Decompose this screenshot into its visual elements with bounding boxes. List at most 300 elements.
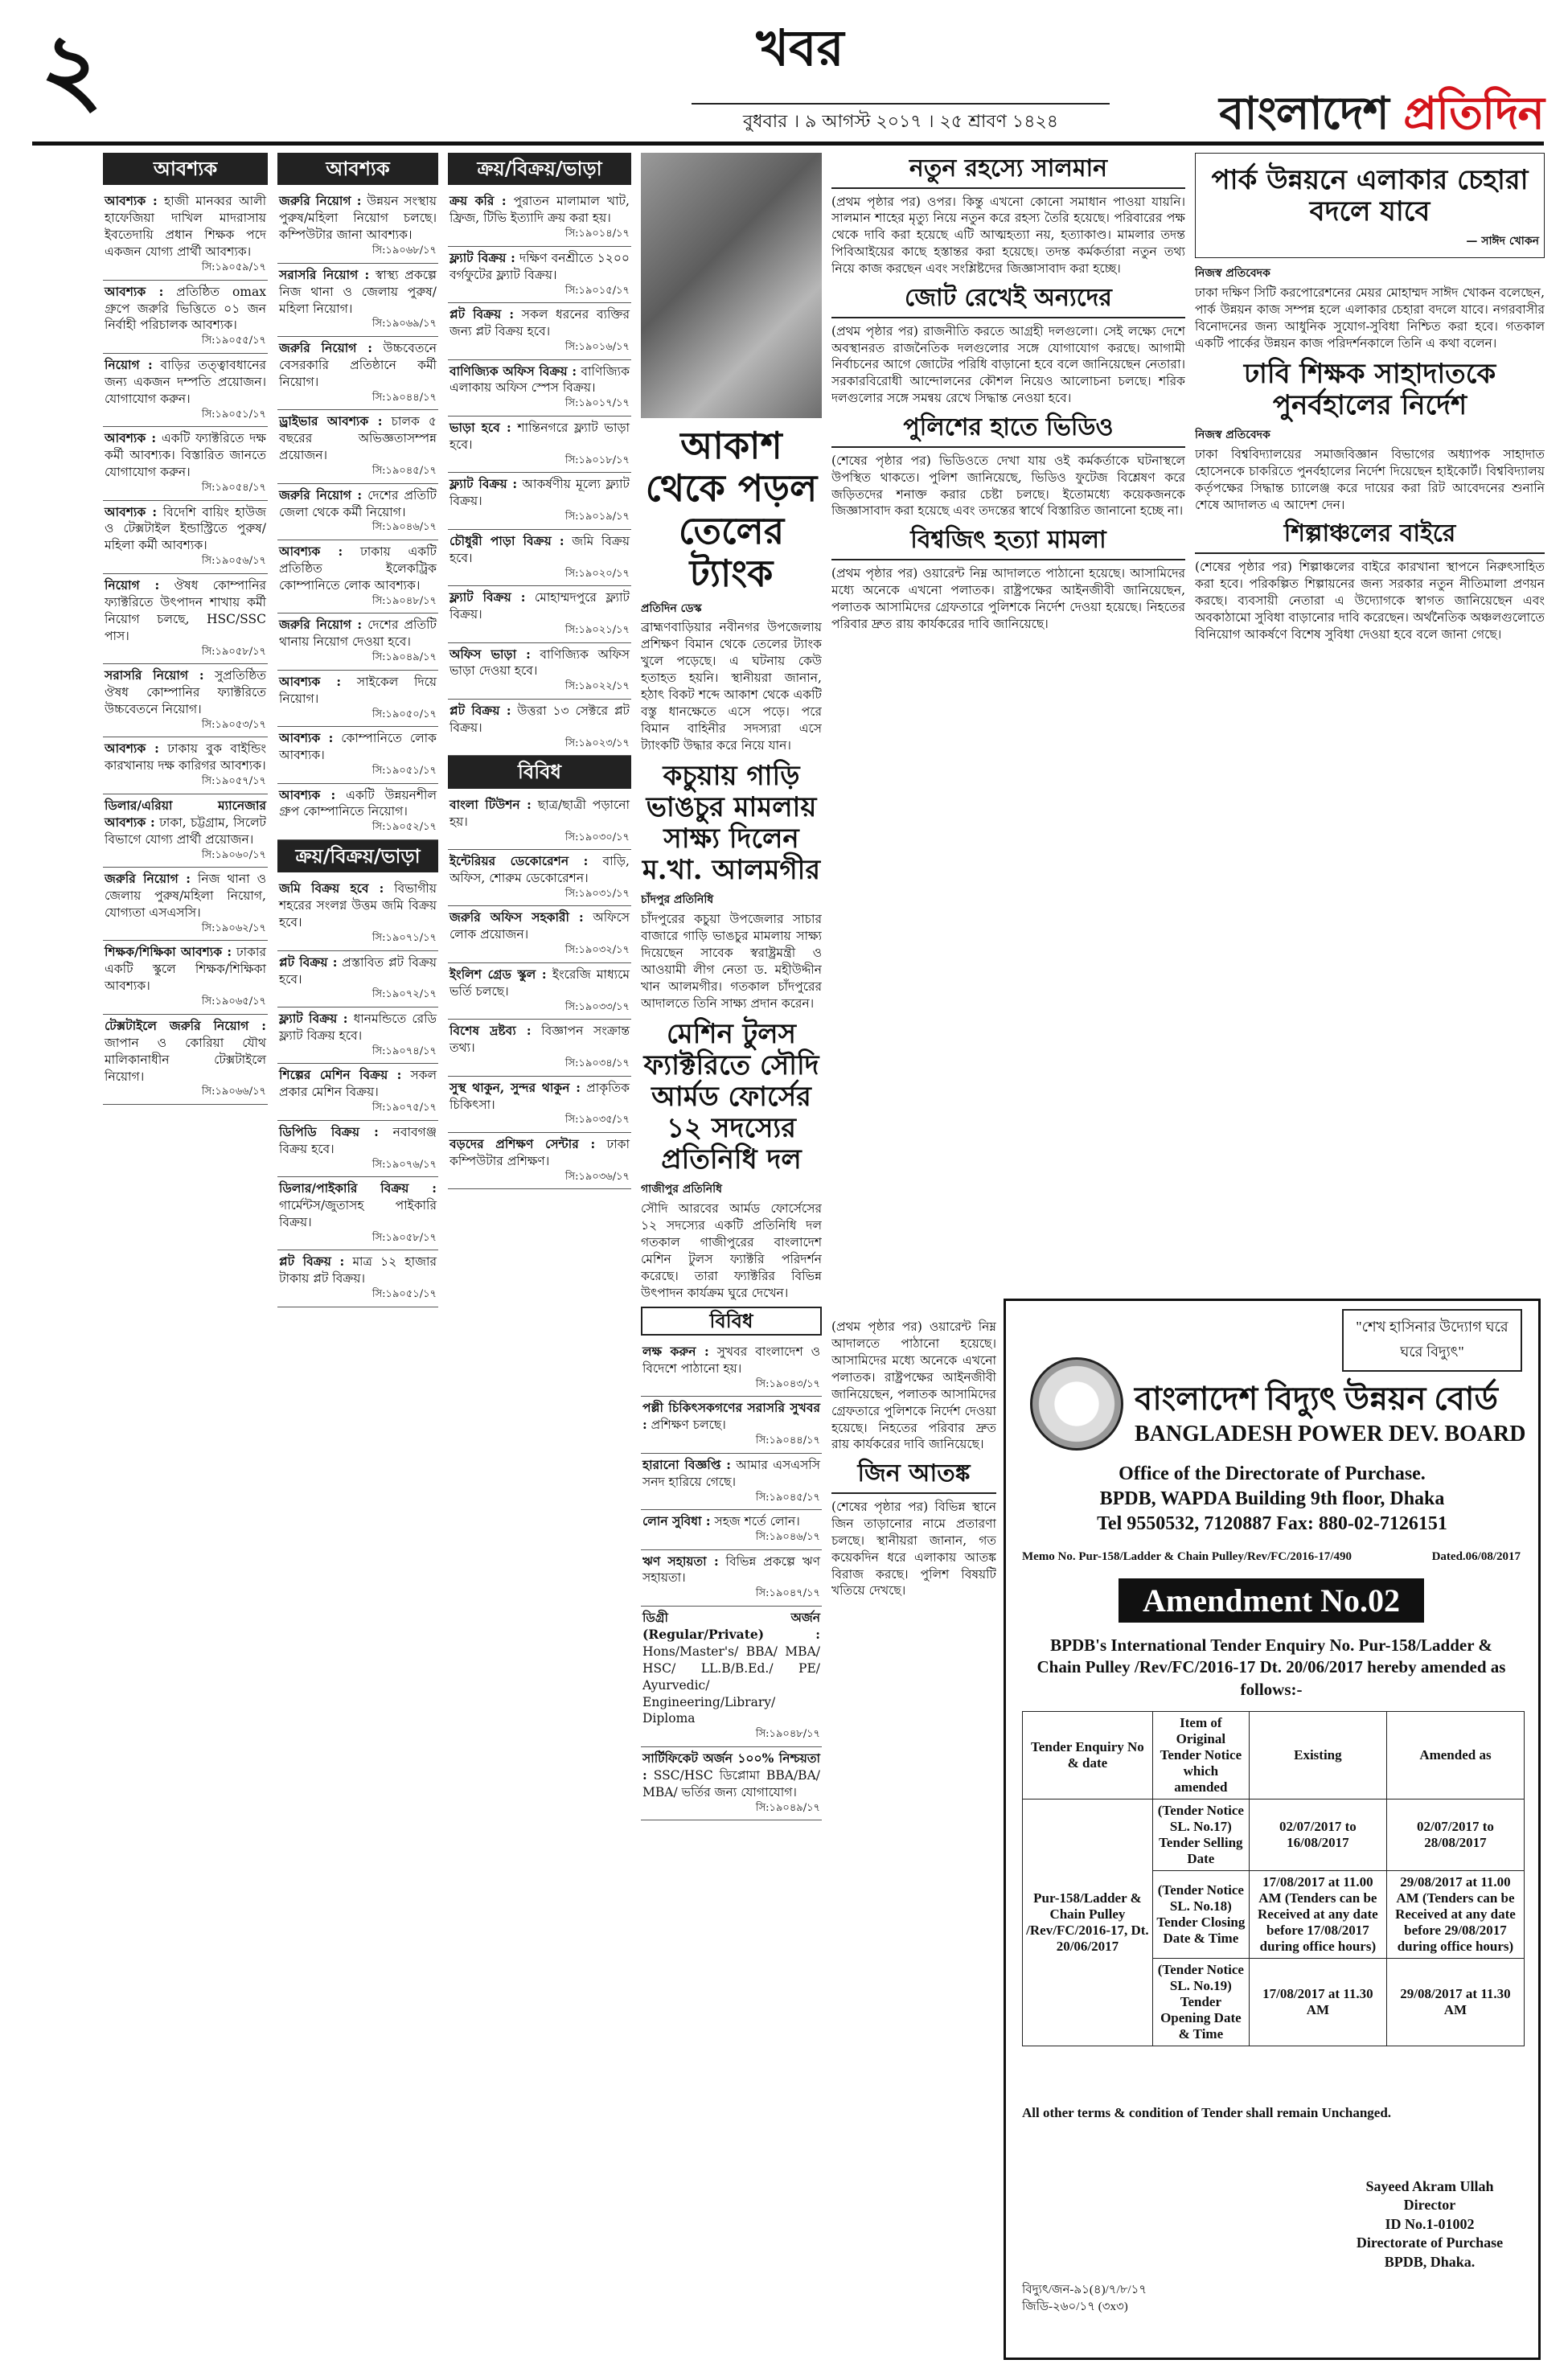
ad-text: বাণিজ্যিক অফিস ভাড়া দেওয়া হবে। <box>449 646 630 679</box>
ad-title: জরুরি নিয়োগ : <box>279 340 373 356</box>
classified-ad[interactable] <box>277 1121 438 1177</box>
ad-title: জরুরি অফিস সহকারী : <box>449 909 584 925</box>
ad-text: ঢাকা, চট্টগ্রাম, সিলেট বিভাগে যোগ্য প্রার্থী প্রয়োজন। <box>105 815 266 847</box>
ad-code: সি:১৯০৩৫/১৭ <box>564 1114 630 1126</box>
ad-text: ইংরেজি মাধ্যমে ভর্তি চলছে। <box>449 966 630 999</box>
signer-org: BPDB, Dhaka. <box>1384 2253 1476 2270</box>
classified-ad[interactable] <box>277 540 438 614</box>
signature-block <box>1341 2177 1518 2271</box>
headline-bishwajit[interactable]: বিশ্বজিৎ হত্যা মামলা <box>831 524 1185 560</box>
ad-code: সি:১৯০৪৪/১৭ <box>755 1434 820 1447</box>
ad-title: আবশ্যক : <box>105 193 158 209</box>
reference-code: বিদ্যুৎ/জন-৯১(৪)/৭/৮/১৭ <box>1022 2284 1147 2296</box>
ad-title: চৌধুরী পাড়া বিক্রয় : <box>449 532 564 548</box>
byline: নিজস্ব প্রতিবেদক <box>1195 428 1270 441</box>
org-name-bangla: বাংলাদেশ বিদ্যুৎ উন্নয়ন বোর্ড <box>1135 1381 1498 1417</box>
masthead-rule <box>32 142 1544 146</box>
ad-code: সি:১৯০২২/১৭ <box>564 680 630 693</box>
classified-list <box>641 1340 822 1820</box>
byline: চাঁদপুর প্রতিনিধি <box>641 893 714 907</box>
park-story-box <box>1195 153 1545 258</box>
ad-text: বিভাগীয় শহরের সংলগ্ন উত্তম জমি বিক্রয় হবে। <box>279 881 437 930</box>
ad-title: জরুরি নিয়োগ : <box>279 486 363 503</box>
story-text: (প্রথম পৃষ্ঠার পর) ওপর। কিন্তু এখনো কোনো সমাধান পাওয়া যায়নি। সালমান শাহের মৃত্যু নিয়ে নতুন করে রহস্য তৈরি হয়েছে। পরিবারের পক্ষ থেকে দাবি করা হয়েছে এটি আত্মহত্যা নয়, হত্যাকাণ্ড। মামলার তদন্ত পিবিআইয়ের কাছে হস্তান্তর করা হয়েছে। তদন্ত কর্মকর্তারা নতুন তথ্য নিয়ে কাজ করছেন এবং সংশ্লিষ্টদের জিজ্ঞাসাবাদ করা হচ্ছে। <box>831 194 1185 277</box>
ad-text: অফিসে লোক প্রয়োজন। <box>449 910 630 942</box>
byline: প্রতিদিন ডেস্ক <box>641 601 702 615</box>
item-cell: (Tender Notice SL. No.17) Tender Selling Date <box>1152 1800 1249 1871</box>
ad-text: শান্তিনগরে ফ্ল্যাট ভাড়া হবে। <box>449 420 630 452</box>
ad-text: ঔষধ কোম্পানির ফ্যাক্টরিতে উৎপাদন শাখায় কর্মী নিয়োগ চলছে, HSC/SSC পাস। <box>105 577 266 643</box>
classified-ad[interactable] <box>641 1607 822 1747</box>
ad-title: আবশ্যক : <box>105 283 164 299</box>
ad-text: উত্তরা ১৩ সেক্টরে প্লট বিক্রয়। <box>449 703 630 735</box>
office-line: Office of the Directorate of Purchase. <box>1119 1463 1426 1484</box>
ad-title: সুস্থ থাকুন, সুন্দর থাকুন : <box>449 1079 581 1095</box>
ad-code: সি:১৯০৫৯/১৭ <box>201 261 266 274</box>
ad-title: বাণিজ্যিক অফিস বিক্রয় : <box>449 363 577 379</box>
ad-text: কোম্পানিতে লোক আবশ্যক। <box>279 731 437 763</box>
ad-text: বিভিন্ন প্রকল্পে ঋণ সহায়তা। <box>642 1553 820 1586</box>
ad-code: সি:১৯০৫৮/১৭ <box>371 1231 437 1244</box>
classified-ad[interactable] <box>103 501 268 574</box>
ad-text: দেশের প্রতিটি জেলা থেকে কর্মী নিয়োগ। <box>279 487 437 519</box>
ad-code: সি:১৯০৪৬/১৭ <box>755 1531 820 1543</box>
ad-code: সি:১৯০১৫/১৭ <box>564 284 630 297</box>
logo-part-1: বাংলাদেশ <box>1219 88 1404 140</box>
signer-office: Directorate of Purchase <box>1356 2235 1504 2251</box>
classified-ad[interactable] <box>277 264 438 337</box>
ad-code: সি:১৯০১৯/১৭ <box>564 511 630 523</box>
ad-title: জরুরি নিয়োগ : <box>105 871 191 887</box>
ad-code: সি:১৯০৭২/১৭ <box>371 988 437 1001</box>
ad-code: সি:১৯০১৪/১৭ <box>564 228 630 240</box>
classified-ad[interactable] <box>448 700 631 756</box>
classified-ad[interactable] <box>448 1020 631 1076</box>
ad-code: সি:১৯০৫০/১৭ <box>371 708 437 720</box>
story-text: ঢাকা দক্ষিণ সিটি করপোরেশনের মেয়র মোহাম্মদ সাঈদ খোকন বলেছেন, পার্ক উন্নয়ন কাজ সম্পন্ন হলে এলাকার চেহারা বদলে যাবে। নগরবাসীর বিনোদনের জন্য আধুনিক সুযোগ-সুবিধা নিশ্চিত করা হবে। গতকাল একটি পার্কের উন্নয়ন কাজ পরিদর্শনকালে তিনি এ কথা বলেন। <box>1195 285 1545 351</box>
classified-ad[interactable] <box>641 1747 822 1820</box>
amendment-intro: BPDB's International Tender Enquiry No. Pur-158/Ladder & Chain Pulley /Rev/FC/2016-17 Dt. 20/06/2017 hereby amended as follows:- <box>1036 1635 1506 1699</box>
amendment-table <box>1022 1711 1525 2046</box>
ad-code: সি:১৯০৫৮/১৭ <box>201 645 266 658</box>
ad-code: সি:১৯০২০/১৭ <box>564 567 630 580</box>
signer-name: Sayeed Akram Ullah <box>1365 2178 1494 2194</box>
headline-teacher[interactable]: ঢাবি শিক্ষক সাহাদাতকে পুনর্বহালের নির্দেশ <box>1243 357 1496 421</box>
continuation-column-1 <box>831 153 1185 1311</box>
ad-text: স্বাস্থ্য প্রকল্পে নিজ থানা ও জেলায় পুরুষ/মহিলা নিয়োগ। <box>279 267 437 316</box>
classified-ad[interactable] <box>448 473 631 529</box>
classified-list <box>448 794 631 1190</box>
classified-ad[interactable] <box>277 410 438 483</box>
ad-code: সি:১৯০৫১/১৭ <box>371 1288 437 1301</box>
classified-ad[interactable] <box>103 190 268 280</box>
classified-ad[interactable] <box>103 941 268 1014</box>
table-row <box>1023 1800 1525 1871</box>
classified-ad[interactable] <box>277 727 438 783</box>
memo-number: Memo No. Pur-158/Ladder & Chain Pulley/Rev/FC/2016-17/490 <box>1022 1550 1352 1563</box>
headline-jinn[interactable]: জিন আতঙ্ক <box>831 1458 996 1494</box>
existing-cell: 02/07/2017 to 16/08/2017 <box>1249 1800 1386 1871</box>
classified-ad[interactable] <box>448 586 631 642</box>
ad-text: দক্ষিণ বনশ্রীতে ১২০০ বর্গফুটের ফ্ল্যাট বিক্রয়। <box>449 250 630 282</box>
headline-machine-tools[interactable]: মেশিন টুলস ফ্যাক্টরিতে সৌদি আর্মড ফোর্সের ১২ সদস্যের প্রতিনিধি দল <box>643 1017 819 1176</box>
ad-text: পুরাতন মালামাল খাট, ফ্রিজ, টিভি ইত্যাদি ক্রয় করা হয়। <box>449 194 630 226</box>
ad-title: বাংলা টিউশন : <box>449 796 532 812</box>
classified-ad[interactable] <box>448 794 631 850</box>
classified-ad[interactable] <box>277 1177 438 1250</box>
ad-text: চালক ৫ বছরের অভিজ্ঞতাসম্পন্ন প্রয়োজন। <box>279 414 437 463</box>
ad-text: সকল প্রকার মেশিন বিক্রয়। <box>279 1068 437 1100</box>
ad-text: সাইকেল দিয়ে নিয়োগ। <box>279 674 437 706</box>
org-name-english: BANGLADESH POWER DEV. BOARD <box>1135 1422 1526 1447</box>
ad-code: সি:১৯০৩২/১৭ <box>564 944 630 957</box>
ad-text: বাড়ি, অফিস, শোরুম ডেকোরেশন। <box>449 854 630 885</box>
ad-text: প্রতিষ্ঠিত omax গ্রুপে জরুরি ভিত্তিতে ০১ জন নির্বাহী পরিচালক আবশ্যক। <box>105 284 266 333</box>
classified-ad[interactable] <box>448 643 631 700</box>
classified-ad[interactable] <box>277 671 438 727</box>
ad-code: সি:১৯০৬২/১৭ <box>201 921 266 934</box>
masthead <box>32 12 1544 140</box>
ad-code: সি:১৯০২৩/১৭ <box>564 737 630 749</box>
ad-text: হাজী মানব্বর আলী হাফেজিয়া দাখিল মাদরাসায় ইবতেদায়ি প্রধান শিক্ষক পদে একজন যোগ্য প্রার্থী আবশ্যক। <box>105 194 267 260</box>
classified-ad[interactable] <box>103 1015 268 1105</box>
ad-title: ফ্ল্যাট বিক্রয় : <box>279 1011 348 1026</box>
ad-code: সি:১৯০৭৫/১৭ <box>371 1102 437 1114</box>
classifieds-column-2 <box>277 153 438 2356</box>
ad-text: উচ্চবেতনে বেসরকারি প্রতিষ্ঠানে কর্মী নিয়োগ। <box>279 341 437 389</box>
ad-text: Hons/Master's/ BBA/ MBA/ HSC/ LL.B/B.Ed./ PE/ Ayurvedic/ Engineering/Library/ Diploma <box>642 1644 820 1726</box>
item-cell: (Tender Notice SL. No.18) Tender Closing Date & Time <box>1152 1871 1249 1959</box>
amended-cell: 29/08/2017 at 11.30 AM <box>1386 1959 1524 2046</box>
ad-text: বাণিজ্যিক এলাকায় অফিস স্পেস বিক্রয়। <box>449 363 630 396</box>
classified-list <box>448 190 631 756</box>
ad-title: আবশ্যক : <box>105 741 159 757</box>
ad-title: প্লট বিক্রয় : <box>279 954 338 970</box>
ad-text: ঢাকা কম্পিউটার প্রশিক্ষণ। <box>449 1137 630 1168</box>
classified-section-header: ক্রয়/বিক্রয়/ভাড়া <box>448 153 631 185</box>
story-text: ঢাকা বিশ্ববিদ্যালয়ের সমাজবিজ্ঞান বিভাগের অধ্যাপক সাহাদাত হোসেনকে চাকরিতে পুনর্বহালের নির্দেশ দিয়েছেন হাইকোর্ট। বিশ্ববিদ্যালয় কর্তৃপক্ষের সিদ্ধান্ত চ্যালেঞ্জ করে দায়ের করা রিট আবেদনের শুনানি শেষে আদালত এ আদেশ দেন। <box>1195 446 1545 512</box>
office-address <box>1006 1462 1538 1537</box>
ad-title: অফিস ভাড়া : <box>449 646 531 662</box>
classified-ad[interactable] <box>103 737 268 794</box>
ad-text: প্রস্তাবিত প্লট বিক্রয় হবে। <box>279 954 437 987</box>
table-header-cell: Item of Original Tender Notice which amended <box>1152 1712 1249 1800</box>
ad-title: প্লট বিক্রয় : <box>449 306 515 322</box>
ad-text: জমি বিক্রয় হবে। <box>449 533 630 565</box>
classified-ad[interactable] <box>277 1250 438 1307</box>
ad-text: নবাবগঞ্জ বিক্রয় হবে। <box>279 1124 437 1156</box>
table-header-cell: Existing <box>1249 1712 1386 1800</box>
ad-code: সি:১৯০৪৯/১৭ <box>755 1801 820 1814</box>
headline-car-vandalism[interactable]: কচুয়ায় গাড়ি ভাঙচুর মামলায় সাক্ষ্য দিলেন ম.খা. আলমগীর <box>642 759 821 887</box>
classified-ad[interactable] <box>641 1510 822 1549</box>
amended-cell: 29/08/2017 at 11.00 AM (Tenders can be Received at any date before 29/08/2017 during office hours) <box>1386 1871 1524 1959</box>
classified-list <box>277 877 438 1307</box>
signer-id: ID No.1-01002 <box>1385 2215 1475 2232</box>
quote-author: — সাঈদ খোকন <box>1466 235 1539 248</box>
byline: নিজস্ব প্রতিবেদক <box>1195 267 1270 281</box>
story-text: সৌদি আরবের আর্মড ফোর্সেসের ১২ সদস্যের একটি প্রতিনিধি দল গতকাল গাজীপুরের বাংলাদেশ মেশিন টুলস ফ্যাক্টরি পরিদর্শন করেছে। তারা ফ্যাক্টরির বিভিন্ন উৎপাদন কার্যক্রম ঘুরে দেখেন। <box>641 1200 822 1300</box>
headline-industry[interactable]: শিল্পাঞ্চলের বাইরে <box>1195 518 1545 554</box>
classified-ad[interactable] <box>448 190 631 246</box>
office-line: BPDB, WAPDA Building 9th floor, Dhaka <box>1099 1488 1445 1510</box>
classified-ad[interactable] <box>103 281 268 354</box>
ad-code: সি:১৯০৫১/১৭ <box>201 408 266 421</box>
amended-cell: 02/07/2017 to 28/08/2017 <box>1386 1800 1524 1871</box>
classified-section-header: আবশ্যক <box>103 153 268 185</box>
ad-text: একটি ফ্যাক্টরিতে দক্ষ কর্মী আবশ্যক। বিস্তারিত জানতে যোগাযোগ করুন। <box>105 431 266 480</box>
existing-cell: 17/08/2017 at 11.30 AM <box>1249 1959 1386 2046</box>
ad-title: আবশ্যক : <box>279 544 343 560</box>
ad-text: প্রশিক্ষণ চলছে। <box>651 1418 726 1433</box>
ad-code: সি:১৯০৪৭/১৭ <box>755 1587 820 1600</box>
story-text: (শেষের পৃষ্ঠার পর) ভিডিওতে দেখা যায় ওই কর্মকর্তাকে ঘটনাস্থলে উপস্থিত থাকতে। পুলিশ জানিয়েছে, ভিডিও ফুটেজ বিশ্লেষণ করে জড়িতদের শনাক্ত করার চেষ্টা চলছে। ইতোমধ্যে কয়েকজনকে জিজ্ঞাসাবাদ করা হয়েছে এবং তদন্তের স্বার্থে বিস্তারিত জানানো হচ্ছে না। <box>831 453 1185 519</box>
classified-ad[interactable] <box>103 664 268 737</box>
classified-section-header: ক্রয়/বিক্রয়/ভাড়া <box>277 840 438 872</box>
headline-police-video[interactable]: পুলিশের হাতে ভিডিও <box>831 412 1185 448</box>
classified-section-header: বিবিধ <box>641 1307 822 1336</box>
ad-text: প্রাকৃতিক চিকিৎসা। <box>449 1080 630 1112</box>
ad-code: সি:১৯০৪৫/১৭ <box>755 1491 820 1504</box>
ad-code: সি:১৯০৬৬/১৭ <box>201 1085 266 1098</box>
enquiry-cell: Pur-158/Ladder & Chain Pulley /Rev/FC/2016-17, Dt. 20/06/2017 <box>1023 1800 1153 2046</box>
ad-code: সি:১৯০১৭/১৭ <box>564 397 630 410</box>
ad-title: নিয়োগ : <box>105 577 160 593</box>
ad-title: সরাসরি নিয়োগ : <box>105 667 204 683</box>
ad-title: ঋণ সহায়তা : <box>642 1553 719 1569</box>
classified-ad[interactable] <box>277 951 438 1007</box>
ad-code: সি:১৯০৬০/১৭ <box>201 848 266 861</box>
ad-title: ডিপিডি বিক্রয় : <box>279 1123 379 1139</box>
classified-ad[interactable] <box>277 877 438 950</box>
ad-text: দেশের প্রতিটি থানায় নিয়োগ দেওয়া হবে। <box>279 618 437 650</box>
classified-ad[interactable] <box>448 850 631 906</box>
reference-code: জিডি-২৬০/১৭ (৩x৩) <box>1022 2300 1128 2313</box>
classified-ad[interactable] <box>103 574 268 664</box>
ad-code: সি:১৯০৭৪/১৭ <box>371 1044 437 1057</box>
ad-title: সরাসরি নিয়োগ : <box>279 266 370 282</box>
classified-ad[interactable] <box>448 247 631 303</box>
classified-ad[interactable] <box>448 530 631 586</box>
reference-codes <box>1022 2282 1147 2316</box>
amendment-title: Amendment No.02 <box>1119 1578 1424 1623</box>
ad-title: জরুরি নিয়োগ : <box>279 193 362 209</box>
ad-text: নিজ থানা ও জেলায় পুরুষ/মহিলা নিয়োগ, যোগ্যতা এসএসসি। <box>105 872 266 920</box>
ad-title: ডিলার/পাইকারি বিক্রয় : <box>279 1180 437 1196</box>
table-header-cell: Tender Enquiry No & date <box>1023 1712 1153 1800</box>
classified-ad[interactable] <box>641 1454 822 1510</box>
ad-title: আবশ্যক : <box>279 786 336 802</box>
news-column-left <box>641 153 822 2356</box>
headline-salman[interactable]: নতুন রহস্যে সালমান <box>831 153 1185 189</box>
ad-title: শিল্পের মেশিন বিক্রয় : <box>279 1067 402 1083</box>
ad-text: ঢাকায় একটি প্রতিষ্ঠিত ইলেকট্রিক কোম্পানিতে লোক আবশ্যক। <box>279 544 437 593</box>
classified-ad[interactable] <box>277 1007 438 1064</box>
ad-text: জাপান ও কোরিয়া যৌথ মালিকানাধীন টেক্সটাইলে নিয়োগ। <box>105 1035 266 1084</box>
ad-title: নিয়োগ : <box>105 356 153 372</box>
ad-title: ড্রাইভার আবশ্যক : <box>279 413 383 429</box>
ad-code: সি:১৯০৫৪/১৭ <box>201 482 266 495</box>
signer-title: Director <box>1403 2197 1456 2214</box>
ad-title: বিশেষ দ্রষ্টব্য : <box>449 1023 532 1039</box>
ad-title: আবশ্যক : <box>279 673 342 689</box>
ad-code: সি:১৯০১৮/১৭ <box>564 453 630 466</box>
ad-text: মোহাম্মদপুরে ফ্ল্যাট বিক্রয়। <box>449 590 630 622</box>
table-header-row <box>1023 1712 1525 1800</box>
ad-code: সি:১৯০৪৬/১৭ <box>371 521 437 534</box>
byline: গাজীপুর প্রতিনিধি <box>641 1183 723 1196</box>
ad-code: সি:১৯০৭১/১৭ <box>371 932 437 945</box>
ad-title: আবশ্যক : <box>105 503 158 519</box>
ad-code: সি:১৯০৪৩/১৭ <box>755 1377 820 1390</box>
page-number: ২ <box>40 12 104 125</box>
ad-title: প্লট বিক্রয় : <box>279 1254 345 1270</box>
ad-title: ক্রয় করি : <box>449 193 507 209</box>
classified-ad[interactable] <box>448 963 631 1020</box>
ad-title: হারানো বিজ্ঞপ্তি : <box>642 1456 731 1472</box>
table-header-cell: Amended as <box>1386 1712 1524 1800</box>
classified-ad[interactable] <box>448 417 631 473</box>
ad-text: মাত্র ১২ হাজার টাকায় প্লট বিক্রয়। <box>279 1254 437 1287</box>
ad-title: ডিলার/এরিয়া ম্যানেজার আবশ্যক : <box>105 797 266 830</box>
ad-text: ছাত্র/ছাত্রী পড়ানো হয়। <box>449 797 630 829</box>
story-text: (প্রথম পৃষ্ঠার পর) রাজনীতি করতে আগ্রহী দলগুলো। সেই লক্ষ্যে দেশে অবস্থানরত রাজনৈতিক দলগুলোর সঙ্গে যোগাযোগ করছে। আগামী নির্বাচনের আগে জোটের পরিধি বাড়ানো হবে বলে জানিয়েছেন নেতারা। সরকারবিরোধী আন্দোলনের কৌশল নিয়েও আলোচনা চলছে। শরিক দলগুলোর সঙ্গে সমন্বয় রেখে সিদ্ধান্ত নেওয়া হবে। <box>831 323 1185 406</box>
classified-ad[interactable] <box>277 614 438 670</box>
story-text: (প্রথম পৃষ্ঠার পর) ওয়ারেন্ট নিম্ন আদালতে পাঠানো হয়েছে। আসামিদের মধ্যে অনেকে এখনো পলাতক। রাষ্ট্রপক্ষের আইনজীবী জানিয়েছেন, পলাতক আসামিদের গ্রেফতারে পুলিশকে নির্দেশ দেওয়া হয়েছে। নিহতের পরিবার দ্রুত রায় কার্যকরের দাবি জানিয়েছে। <box>831 565 1185 631</box>
ad-code: সি:১৯০৬৫/১৭ <box>201 995 266 1008</box>
classified-section-header: আবশ্যক <box>277 153 438 185</box>
ad-title: জরুরি নিয়োগ : <box>279 617 363 633</box>
classified-ad[interactable] <box>277 337 438 410</box>
classified-section-header: বিবিধ <box>448 756 631 788</box>
slogan-box: "শেখ হাসিনার উদ্যোগ ঘরে ঘরে বিদ্যুৎ" <box>1342 1309 1522 1372</box>
ad-code: সি:১৯০২১/১৭ <box>564 623 630 636</box>
classified-ad[interactable] <box>277 190 438 263</box>
ad-title: জমি বিক্রয় হবে : <box>279 880 384 897</box>
ad-text: সুপ্রতিষ্ঠিত ঔষধ কোম্পানির ফ্যাক্টরিতে উচ্চবেতনে নিয়োগ। <box>105 668 266 716</box>
classified-ad[interactable] <box>448 360 631 417</box>
classified-ad[interactable] <box>277 1064 438 1120</box>
ad-code: সি:১৯০৩৩/১৭ <box>564 1000 630 1013</box>
ad-code: সি:১৯০৪৮/১৭ <box>755 1728 820 1741</box>
ad-code: সি:১৯০৫১/১৭ <box>371 764 437 777</box>
ad-code: সি:১৯০৪৮/১৭ <box>371 594 437 607</box>
ad-text: সকল ধরনের ব্যক্তির জন্য প্লট বিক্রয় হবে। <box>449 307 630 339</box>
bpdb-emblem-icon <box>1030 1357 1123 1451</box>
ad-code: সি:১৯০৩৬/১৭ <box>564 1170 630 1183</box>
ad-title: পল্লী চিকিৎসকগণের সরাসরি সুখবর : <box>642 1400 820 1433</box>
ad-title: ফ্ল্যাট বিক্রয় : <box>449 589 526 605</box>
ad-text: আমার এসএসসি সনদ হারিয়ে গেছে। <box>642 1457 820 1489</box>
classified-ad[interactable] <box>103 427 268 500</box>
tender-footer: All other terms & condition of Tender shall remain Unchanged. <box>1022 2105 1392 2120</box>
story-text: (প্রথম পৃষ্ঠার পর) ওয়ারেন্ট নিম্ন আদালতে পাঠানো হয়েছে। আসামিদের মধ্যে অনেকে এখনো পলাতক। রাষ্ট্রপক্ষের আইনজীবী জানিয়েছেন, পলাতক আসামিদের গ্রেফতারে পুলিশকে নির্দেশ দেওয়া হয়েছে। নিহতের পরিবার দ্রুত রায় কার্যকরের দাবি জানিয়েছে। <box>831 1319 996 1452</box>
ad-title: ভাড়া হবে : <box>449 419 511 435</box>
ad-text: একটি উন্নয়নশীল গ্রুপ কোম্পানিতে নিয়োগ। <box>279 787 437 819</box>
headline-tanker[interactable]: আকাশ থেকে পড়ল তেলের ট্যাংক <box>645 424 818 595</box>
classified-ad[interactable] <box>277 484 438 540</box>
ad-text: উন্নয়ন সংস্থায় পুরুষ/মহিলা নিয়োগ চলছে। কম্পিউটার জানা আবশ্যক। <box>279 194 437 243</box>
classified-ad[interactable] <box>641 1550 822 1607</box>
ad-title: প্লট বিক্রয় : <box>449 702 511 718</box>
ad-text: সুখবর বাংলাদেশ ও বিদেশে পাঠানো হয়। <box>642 1344 820 1376</box>
ad-title: আবশ্যক : <box>105 430 157 446</box>
continuation-column-3 <box>831 1319 996 2356</box>
ad-title: আবশ্যক : <box>279 730 334 746</box>
ad-title: টেক্সটাইলে জরুরি নিয়োগ : <box>105 1017 266 1033</box>
ad-title: ফ্ল্যাট বিক্রয় : <box>449 476 518 492</box>
classified-list <box>277 190 438 840</box>
classified-ad[interactable] <box>103 868 268 941</box>
headline-park[interactable]: পার্ক উন্নয়নে এলাকার চেহারা বদলে যাবে <box>1211 164 1529 228</box>
ad-code: সি:১৯০৬৯/১৭ <box>371 318 437 330</box>
ad-code: সি:১৯০৫৩/১৭ <box>201 718 266 731</box>
memo-line <box>1022 1550 1521 1564</box>
ad-code: সি:১৯০৪৪/১৭ <box>371 391 437 404</box>
ad-text: ঢাকায় বুক বাইন্ডিং কারখানায় দক্ষ কারিগর আবশ্যক। <box>105 741 266 774</box>
ad-text: গার্মেন্টস/জুতাসহ পাইকারি বিক্রয়। <box>279 1198 437 1230</box>
classified-ad[interactable] <box>277 784 438 840</box>
ad-code: সি:১৯০৬৮/১৭ <box>371 244 437 257</box>
ad-code: সি:১৯০৭৬/১৭ <box>371 1158 437 1171</box>
ad-title: ফ্ল্যাট বিক্রয় : <box>449 249 515 265</box>
headline-alliance[interactable]: জোট রেখেই অন্যদের <box>831 282 1185 318</box>
classified-ad[interactable] <box>641 1397 822 1453</box>
classified-ad[interactable] <box>448 1077 631 1133</box>
classified-ad[interactable] <box>448 1133 631 1189</box>
ad-text: ঢাকার একটি স্কুলে শিক্ষক/শিক্ষিকা আবশ্যক। <box>105 945 266 994</box>
ad-text: বাড়ির তত্ত্বাবধানের জন্য একজন দম্পতি প্রয়োজন। যোগাযোগ করুন। <box>105 357 266 406</box>
ad-code: সি:১৯০৩১/১৭ <box>564 887 630 900</box>
ad-code: সি:১৯০১৬/১৭ <box>564 341 630 354</box>
ad-text: আকর্ষণীয় মূল্যে ফ্ল্যাট বিক্রয়। <box>449 477 630 509</box>
ad-text: সহজ শর্তে লোন। <box>714 1514 800 1529</box>
ad-code: সি:১৯০৪৯/১৭ <box>371 651 437 664</box>
classified-ad[interactable] <box>448 303 631 359</box>
tender-notice <box>1004 1299 1541 2360</box>
ad-text: বিজ্ঞাপন সংক্রান্ত তথ্য। <box>449 1024 630 1056</box>
ad-code: সি:১৯০৪৫/১৭ <box>371 465 437 478</box>
story-text: (শেষের পৃষ্ঠার পর) বিভিন্ন স্থানে জিন তাড়ানোর নামে প্রতারণা চলছে। স্থানীয়রা জানান, গত কয়েকদিন ধরে এলাকায় আতঙ্ক বিরাজ করছে। পুলিশ বিষয়টি খতিয়ে দেখছে। <box>831 1499 996 1598</box>
ad-code: সি:১৯০৩৪/১৭ <box>564 1057 630 1070</box>
story-text: চাঁদপুরের কচুয়া উপজেলার সাচার বাজারে গাড়ি ভাঙচুর মামলায় সাক্ষ্য দিয়েছেন সাবেক স্বরাষ্ট্রমন্ত্রী ও আওয়ামী লীগ নেতা ড. মহীউদ্দীন খান আলমগীর। গতকাল চাঁদপুরের আদালতে তিনি সাক্ষ্য প্রদান করেন। <box>641 912 822 1011</box>
classified-ad[interactable] <box>448 906 631 962</box>
ad-text: SSC/HSC ডিপ্লোমা BBA/BA/ MBA/ ভর্তির জন্য যোগাযোগ। <box>642 1767 820 1800</box>
classifieds-column-1 <box>103 153 268 2356</box>
ad-title: ইন্টেরিয়র ডেকোরেশন : <box>449 853 589 869</box>
classified-ad[interactable] <box>641 1340 822 1397</box>
classifieds-column-3 <box>448 153 631 2356</box>
ad-code: সি:১৯০৫৫/১৭ <box>201 334 266 347</box>
ad-title: ডিগ্রী অর্জন (Regular/Private) : <box>642 1609 820 1642</box>
ad-title: সার্টিফিকেট অর্জন ১০০% নিশ্চয়তা : <box>642 1750 820 1783</box>
dateline: বুধবার । ৯ আগস্ট ২০১৭ । ২৫ শ্রাবণ ১৪২৪ <box>692 103 1110 137</box>
existing-cell: 17/08/2017 at 11.00 AM (Tenders can be Received at any date before 17/08/2017 during office hours) <box>1249 1871 1386 1959</box>
news-photo <box>641 153 822 418</box>
classified-ad[interactable] <box>103 794 268 868</box>
ad-title: ইংলিশ গ্রেড স্কুল : <box>449 966 547 982</box>
story-text: ব্রাহ্মণবাড়িয়ার নবীনগর উপজেলায় প্রশিক্ষণ বিমান থেকে তেলের ট্যাংক খুলে পড়েছে। এ ঘটনায় কেউ হতাহত হয়নি। স্থানীয়রা জানান, হঠাৎ বিকট শব্দে আকাশ থেকে একটি বস্তু ধানক্ষেতে এসে পড়ে। পরে বিমান বাহিনীর সদস্যরা এসে ট্যাংকটি উদ্ধার করে নিয়ে যান। <box>641 620 822 753</box>
ad-title: লক্ষ করুন : <box>642 1343 709 1359</box>
ad-title: লোন সুবিধা : <box>642 1513 711 1529</box>
ad-code: সি:১৯০৫২/১৭ <box>371 821 437 834</box>
ad-title: শিক্ষক/শিক্ষিকা আবশ্যক : <box>105 944 232 960</box>
ad-text: ধানমন্ডিতে রেডি ফ্ল্যাট বিক্রয় হবে। <box>279 1012 437 1043</box>
ad-code: সি:১৯০৩০/১৭ <box>564 831 630 843</box>
story-text: (শেষের পৃষ্ঠার পর) শিল্পাঞ্চলের বাইরে কারখানা স্থাপনে নিরুৎসাহিত করা হবে। পরিকল্পিত শিল্পায়নের জন্য সরকার নতুন নীতিমালা প্রণয়ন করছে। ব্যবসায়ী নেতারা এ উদ্যোগকে স্বাগত জানিয়েছেন এবং অবকাঠামো সুবিধা বাড়ানোর দাবি করেছেন। অর্থনৈতিক অঞ্চলগুলোতে বিনিয়োগ আকর্ষণে বিশেষ সুবিধা দেওয়া হবে বলে জানা গেছে। <box>1195 559 1545 642</box>
ad-code: সি:১৯০৫৬/১৭ <box>201 555 266 568</box>
classified-ad[interactable] <box>103 354 268 427</box>
